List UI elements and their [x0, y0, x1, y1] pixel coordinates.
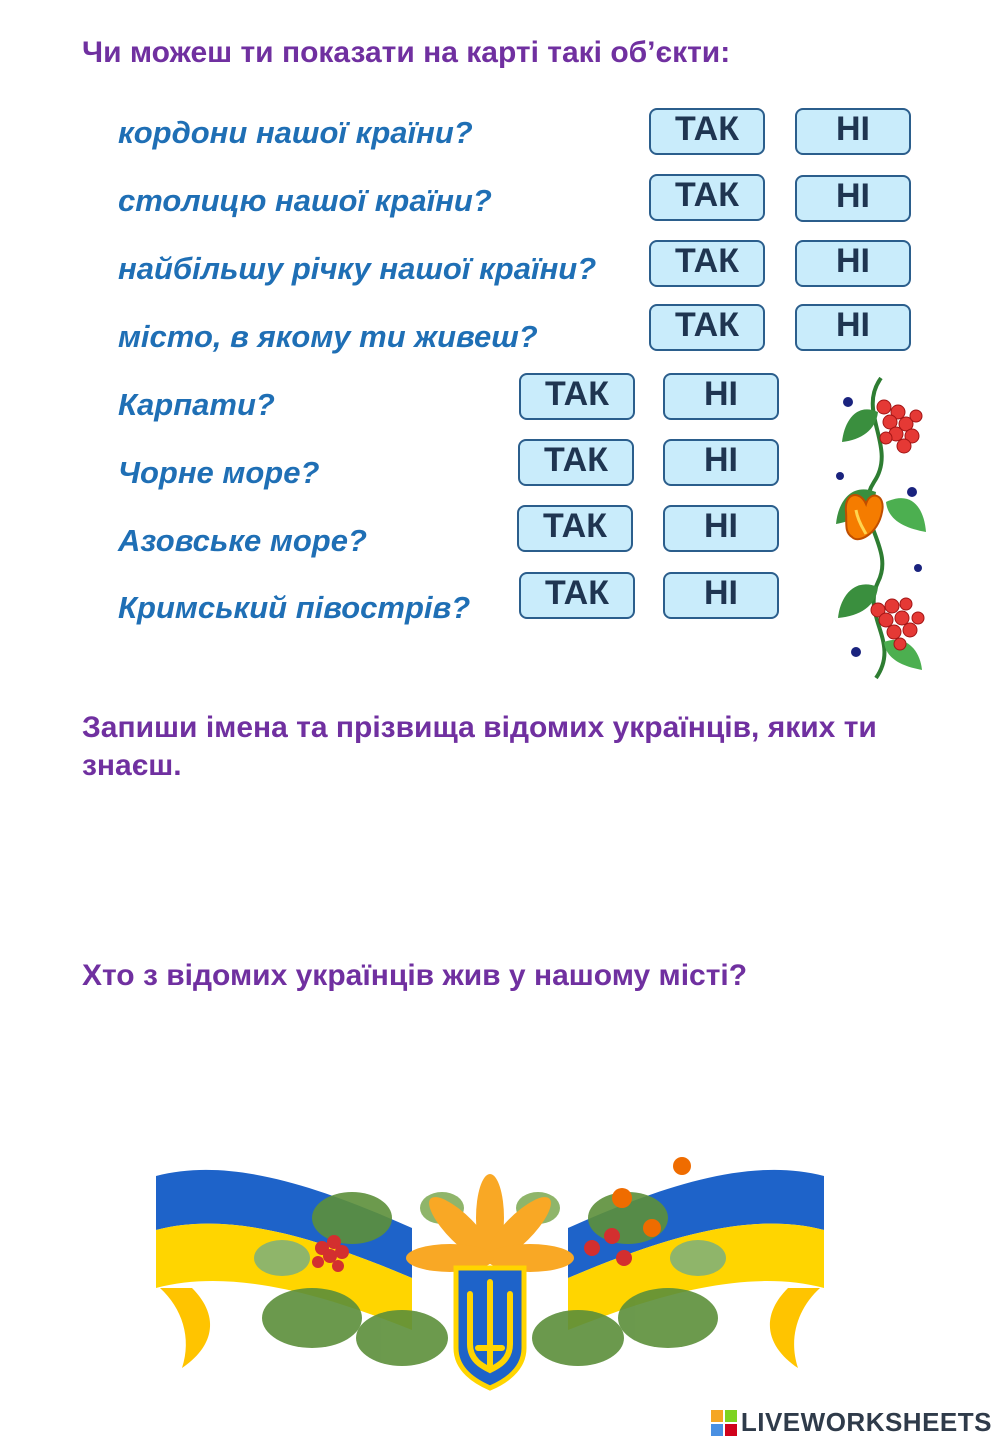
no-label: НІ: [836, 242, 870, 280]
no-button-borders[interactable]: [795, 108, 911, 155]
yes-label: ТАК: [675, 110, 739, 148]
heading-city-ukrainians: Хто з відомих українців жив у нашому місті?: [82, 959, 748, 992]
no-label: НІ: [836, 177, 870, 215]
yes-label: ТАК: [675, 306, 739, 344]
no-label: НІ: [704, 574, 738, 612]
no-button-azov-sea[interactable]: [663, 505, 779, 552]
question-river: найбільшу річку нашої країни?: [118, 251, 597, 286]
question-home-city: місто, в якому ти живеш?: [118, 319, 538, 354]
yes-button-capital[interactable]: [649, 174, 765, 221]
no-button-home-city[interactable]: [795, 304, 911, 351]
no-button-carpathians[interactable]: [663, 373, 779, 420]
question-black-sea: Чорне море?: [118, 455, 320, 490]
no-label: НІ: [704, 441, 738, 479]
yes-button-home-city[interactable]: [649, 304, 765, 351]
liveworksheets-logo-icon: [711, 1410, 737, 1436]
liveworksheets-logo[interactable]: [711, 1407, 992, 1438]
yes-label: ТАК: [544, 441, 608, 479]
yes-label: ТАК: [545, 574, 609, 612]
ukraine-flag-ribbon-icon: [152, 1148, 828, 1394]
yes-button-river[interactable]: [649, 240, 765, 287]
yes-button-carpathians[interactable]: [519, 373, 635, 420]
yes-button-crimea[interactable]: [519, 572, 635, 619]
question-capital: столицю нашої країни?: [118, 183, 492, 218]
yes-button-azov-sea[interactable]: [517, 505, 633, 552]
heading-map-objects: Чи можеш ти показати на карті такі об’єкти:: [82, 36, 731, 69]
yes-label: ТАК: [675, 242, 739, 280]
no-button-capital[interactable]: [795, 175, 911, 222]
question-crimea: Кримський півострів?: [118, 590, 471, 625]
question-azov-sea: Азовське море?: [118, 523, 367, 558]
liveworksheets-logo-text: LIVEWORKSHEETS: [740, 1407, 992, 1437]
no-label: НІ: [836, 110, 870, 148]
yes-button-black-sea[interactable]: [518, 439, 634, 486]
no-label: НІ: [704, 507, 738, 545]
no-label: НІ: [704, 375, 738, 413]
question-borders: кордони нашої країни?: [118, 115, 473, 150]
yes-button-borders[interactable]: [649, 108, 765, 155]
no-button-crimea[interactable]: [663, 572, 779, 619]
no-button-black-sea[interactable]: [663, 439, 779, 486]
heading-famous-ukrainians: Запиши імена та прізвища відомих українців, яких ти знаєш.: [82, 711, 877, 782]
yes-label: ТАК: [545, 375, 609, 413]
yes-label: ТАК: [675, 176, 739, 214]
viburnum-ornament-icon: [826, 372, 936, 684]
no-button-river[interactable]: [795, 240, 911, 287]
yes-label: ТАК: [543, 507, 607, 545]
no-label: НІ: [836, 306, 870, 344]
question-carpathians: Карпати?: [118, 387, 275, 422]
